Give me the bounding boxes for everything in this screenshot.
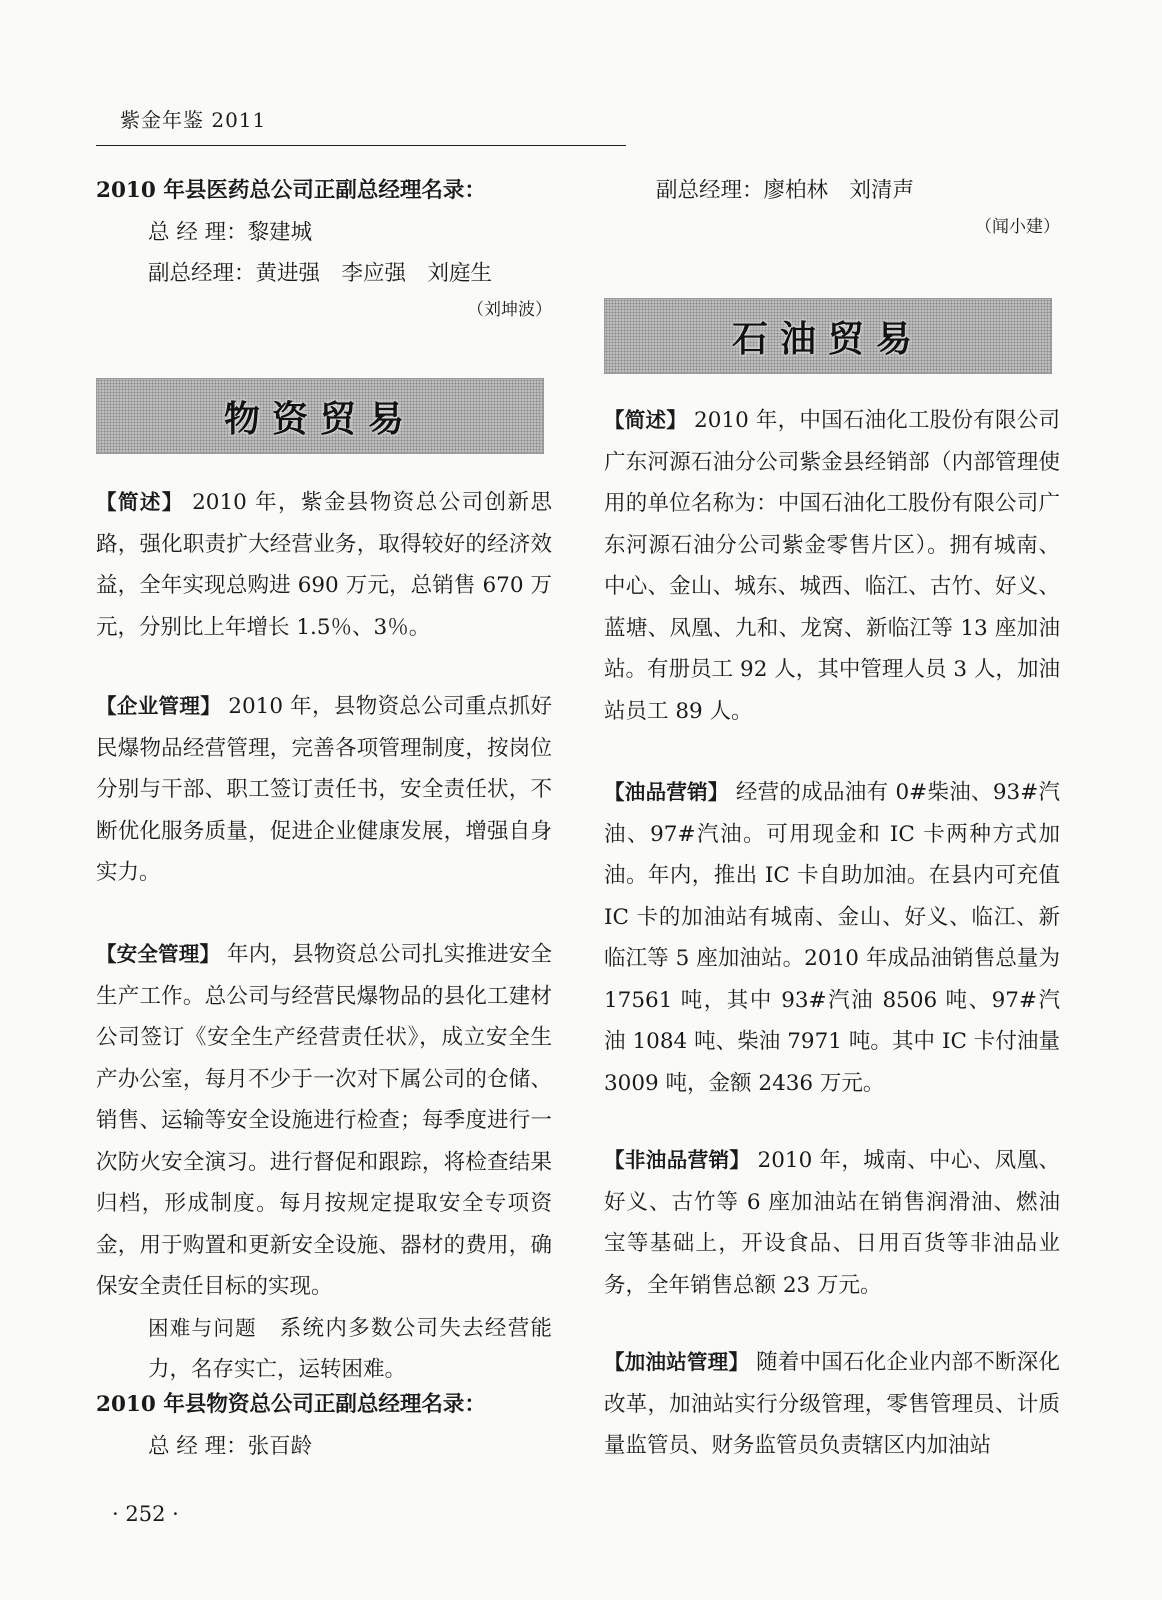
pharma-list-byline: （刘坤波） bbox=[467, 299, 552, 320]
materials-list-heading: 2010 年县物资总公司正副总经理名录： bbox=[96, 1392, 486, 1417]
enterprise-management-tag: 【企业管理】 bbox=[96, 694, 222, 718]
station-management-tag: 【加油站管理】 bbox=[604, 1350, 750, 1374]
petroleum-list-byline: （闻小建） bbox=[975, 216, 1060, 237]
station-management-paragraph bbox=[604, 1342, 1060, 1467]
oil-product-sales-tag: 【油品营销】 bbox=[604, 780, 729, 804]
petroleum-overview-paragraph bbox=[604, 400, 1060, 732]
petroleum-overview bbox=[604, 400, 1060, 732]
materials-leader-list bbox=[96, 1384, 552, 1467]
section-banner-materials-title: 物资贸易 bbox=[223, 398, 416, 440]
pharma-list-line-1: 总 经 理：黎建城 bbox=[148, 219, 313, 245]
pharma-list-heading: 2010 年县医药总公司正副总经理名录： bbox=[96, 178, 486, 203]
enterprise-management-paragraph bbox=[96, 686, 552, 894]
pharma-leader-list bbox=[96, 170, 552, 325]
non-oil-sales-paragraph bbox=[604, 1140, 1060, 1306]
problems-paragraph bbox=[96, 1308, 552, 1391]
page-number: · 252 · bbox=[112, 1502, 179, 1526]
problems-text: 系统内多数公司失去经营能力，名存实亡，运转困难。 bbox=[148, 1315, 552, 1382]
materials-overview-text: 2010 年，紫金县物资总公司创新思路，强化职责扩大经营业务，取得较好的经济效益，全年实现总购进 690 万元，总销售 670 万元，分别比上年增长 1.5％、3％。 bbox=[96, 490, 553, 640]
safety-management bbox=[96, 934, 552, 1391]
materials-overview-tag: 【简述】 bbox=[96, 490, 184, 514]
non-oil-sales bbox=[604, 1140, 1060, 1306]
oil-product-sales bbox=[604, 772, 1060, 1104]
station-management-text: 随着中国石化企业内部不断深化改革，加油站实行分级管理，零售管理员、计质量监管员、财务监管员负责辖区内加油站 bbox=[604, 1350, 1061, 1458]
problems-label: 困难与问题 bbox=[148, 1315, 257, 1340]
oil-product-sales-paragraph bbox=[604, 772, 1060, 1104]
petroleum-continued-line: 副总经理：廖柏林 刘清声 bbox=[656, 178, 915, 203]
petroleum-overview-tag: 【简述】 bbox=[604, 408, 687, 432]
materials-overview bbox=[96, 482, 552, 648]
non-oil-sales-tag: 【非油品营销】 bbox=[604, 1148, 751, 1172]
section-banner-materials bbox=[96, 378, 544, 454]
station-management bbox=[604, 1342, 1060, 1467]
enterprise-management bbox=[96, 686, 552, 894]
section-banner-petroleum bbox=[604, 298, 1052, 374]
materials-overview-paragraph bbox=[96, 482, 552, 648]
header-rule bbox=[96, 145, 626, 146]
running-head: 紫金年鉴 2011 bbox=[120, 108, 267, 132]
enterprise-management-text: 2010 年，县物资总公司重点抓好民爆物品经营管理，完善各项管理制度，按岗位分别与干部、职工签订责任书，安全责任状，不断优化服务质量，促进企业健康发展，增强自身实力。 bbox=[96, 694, 553, 885]
safety-management-tag: 【安全管理】 bbox=[96, 942, 221, 966]
petroleum-continued-list bbox=[604, 170, 1060, 242]
pharma-list-line-2: 副总经理：黄进强 李应强 刘庭生 bbox=[148, 261, 493, 286]
section-banner-petroleum-title: 石油贸易 bbox=[731, 318, 924, 360]
non-oil-sales-text: 2010 年，城南、中心、凤凰、好义、古竹等 6 座加油站在销售润滑油、燃油宝等基础上，开设食品、日用百货等非油品业务，全年销售总额 23 万元。 bbox=[604, 1148, 1061, 1298]
petroleum-overview-text: 2010 年，中国石油化工股份有限公司广东河源石油分公司紫金县经销部（内部管理使用的单位名称为：中国石油化工股份有限公司广东河源石油分公司紫金零售片区）。拥有城南、中心、金山、城东、城西、临江、古竹、好义、蓝塘、凤凰、九和、龙窝、新临江等 13 座加油站。有册员工 92 人，其中管理人员 3 人，加油站员工 89 人。 bbox=[604, 408, 1061, 724]
oil-product-sales-text: 经营的成品油有 0#柴油、93#汽油、97#汽油。可用现金和 IC 卡两种方式加油。年内，推出 IC 卡自助加油。在县内可充值 IC 卡的加油站有城南、金山、好义、临江、新临江等 5 座加油站。2010 年成品油销售总量为 17561 吨，其中 93#汽油 8506 吨、97#汽油 1084 吨、柴油 7971 吨。其中 IC 卡付油量 3009 吨，金额 2436 万元。 bbox=[604, 780, 1060, 1096]
safety-management-paragraph bbox=[96, 934, 552, 1308]
materials-list-line-1: 总 经 理：张百龄 bbox=[148, 1433, 313, 1459]
safety-management-text: 年内，县物资总公司扎实推进安全生产工作。总公司与经营民爆物品的县化工建材公司签订《安全生产经营责任状》，成立安全生产办公室，每月不少于一次对下属公司的仓储、销售、运输等安全设施进行检查；每季度进行一次防火安全演习。进行督促和跟踪，将检查结果归档，形成制度。每月按规定提取安全专项资金，用于购置和更新安全设施、器材的费用，确保安全责任目标的实现。 bbox=[96, 942, 552, 1299]
